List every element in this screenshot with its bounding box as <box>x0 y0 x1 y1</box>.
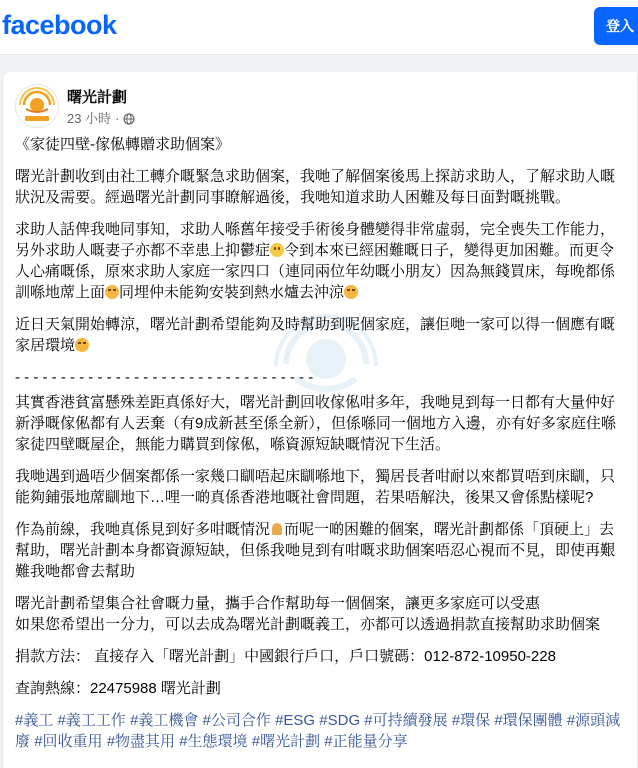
paragraph-social-issue: 我哋遇到過唔少個案都係一家幾口瞓唔起床瞓喺地下，獨居長者咁耐以來都買唔到床瞓，只能夠鋪張地蓆瞓地下…哩一啲真係香港地嘅社會問題，若果唔解決，後果又會係點樣呢? <box>15 468 616 506</box>
hashtag-link[interactable]: #回收重用 <box>34 733 103 750</box>
sunrise-logo-icon <box>16 85 58 127</box>
paragraph-frontline <box>15 519 625 582</box>
paragraph-situation-part3: 同埋仲未能夠安裝到熱水爐去沖涼 <box>119 284 345 301</box>
hashtag-link[interactable]: #環保團體 <box>494 712 563 729</box>
page-name[interactable]: 曙光計劃 <box>67 89 128 106</box>
hashtag-link[interactable]: #義工 <box>15 712 54 729</box>
top-bar <box>0 0 638 55</box>
pray-hands-emoji <box>270 522 284 536</box>
crying-face-emoji <box>344 285 358 299</box>
hashtag-link[interactable]: #義工工作 <box>57 712 126 729</box>
paragraph-situation-part2: 令到本來已經困難嘅日子，變得更加困難。而更令人心痛嘅係，原來求助人家庭一家四口（連同兩位年幼嘅小朋友）因為無錢買床，每晚都係訓喺地蓆上面 <box>15 242 616 301</box>
hashtag-link[interactable]: #源頭減廢 <box>15 712 621 750</box>
paragraph-hope-text: 近日天氣開始轉涼，曙光計劃希望能夠及時幫助到呢個家庭，讓佢哋一家可以得一個應有嘅家居環境 <box>15 316 616 354</box>
paragraph-frontline-part2: 而呢一啲困難的個案，曙光計劃都係「頂硬上」去幫助，曙光計劃本身都資源短缺，但係我哋見到有咁嘅求助個案唔忍心視而不見，即使再艱難我哋都會去幫助 <box>15 521 616 580</box>
login-button[interactable]: 登入 <box>594 7 638 45</box>
hashtag-list <box>15 710 625 752</box>
paragraph-call-to-action: 曙光計劃希望集合社會嘅力量，攜手合作幫助每一個個案，讓更多家庭可以受惠 如果您希望出一分力，可以去成為曙光計劃嘅義工，亦都可以透過捐款直接幫助求助個案 <box>15 595 601 633</box>
crying-face-emoji <box>105 285 119 299</box>
hashtag-link[interactable]: #可持續發展 <box>364 712 448 729</box>
post-title: 《家徒四壁-傢俬轉贈求助個案》 <box>15 136 230 153</box>
hashtag-link[interactable]: #義工機會 <box>130 712 199 729</box>
post-meta <box>67 108 135 127</box>
crying-face-emoji <box>75 338 89 352</box>
globe-icon <box>123 113 135 125</box>
post-time[interactable]: 23 小時 <box>67 111 112 126</box>
post-body <box>15 134 625 763</box>
hashtag-link[interactable]: #正能量分享 <box>324 733 408 750</box>
hashtag-link[interactable]: #公司合作 <box>202 712 271 729</box>
paragraph-frontline-part1: 作為前線，我哋真係見到好多咁嘅情況 <box>15 521 271 538</box>
divider-line: - - - - - - - - - - - - - - - - - - - - - - - - - - - - - - - - - <box>15 369 314 386</box>
hashtag-link[interactable]: #生態環境 <box>179 733 248 750</box>
sad-face-emoji <box>270 243 284 257</box>
post-card <box>3 72 637 768</box>
hashtag-link[interactable]: #SDG <box>319 712 361 729</box>
hashtag-link[interactable]: #曙光計劃 <box>251 733 321 750</box>
hashtag-link[interactable]: #物盡其用 <box>106 733 176 750</box>
hashtag-link[interactable]: #ESG <box>275 712 316 729</box>
paragraph-wealth-gap: 其實香港貧富懸殊差距真係好大，曙光計劃回收傢俬咁多年，我哋見到每一日都有大量仲好新淨嘅傢俬都有人丟棄（有9成新甚至係全新），但係喺同一個地方入邊，亦有好多家庭住喺家徒四壁嘅屋企，無能力購買到傢俬，喺資源短缺嘅情況下生活。 <box>15 394 616 453</box>
hashtag-link[interactable]: #環保 <box>451 712 491 729</box>
paragraph-situation <box>15 219 625 303</box>
donation-method: 捐款方法： 直接存入「曙光計劃」中國銀行戶口，戶口號碼：012-872-10950-228 <box>15 648 556 665</box>
paragraph-situation-part1: 求助人話俾我哋同事知，求助人喺舊年接受手術後身體變得非常虛弱，完全喪失工作能力，另外求助人嘅妻子亦都不幸患上抑鬱症 <box>15 221 616 259</box>
enquiry-hotline: 查詢熱線：22475988 曙光計劃 <box>15 680 221 697</box>
page-avatar[interactable] <box>15 84 59 128</box>
meta-dot: · <box>115 111 120 126</box>
paragraph-hope <box>15 314 625 356</box>
facebook-logo[interactable]: facebook <box>2 10 117 40</box>
paragraph-intro: 曙光計劃收到由社工轉介嘅緊急求助個案，我哋了解個案後馬上探訪求助人，了解求助人嘅狀況及需要。經過曙光計劃同事瞭解過後，我哋知道求助人困難及每日面對嘅挑戰。 <box>15 168 616 206</box>
